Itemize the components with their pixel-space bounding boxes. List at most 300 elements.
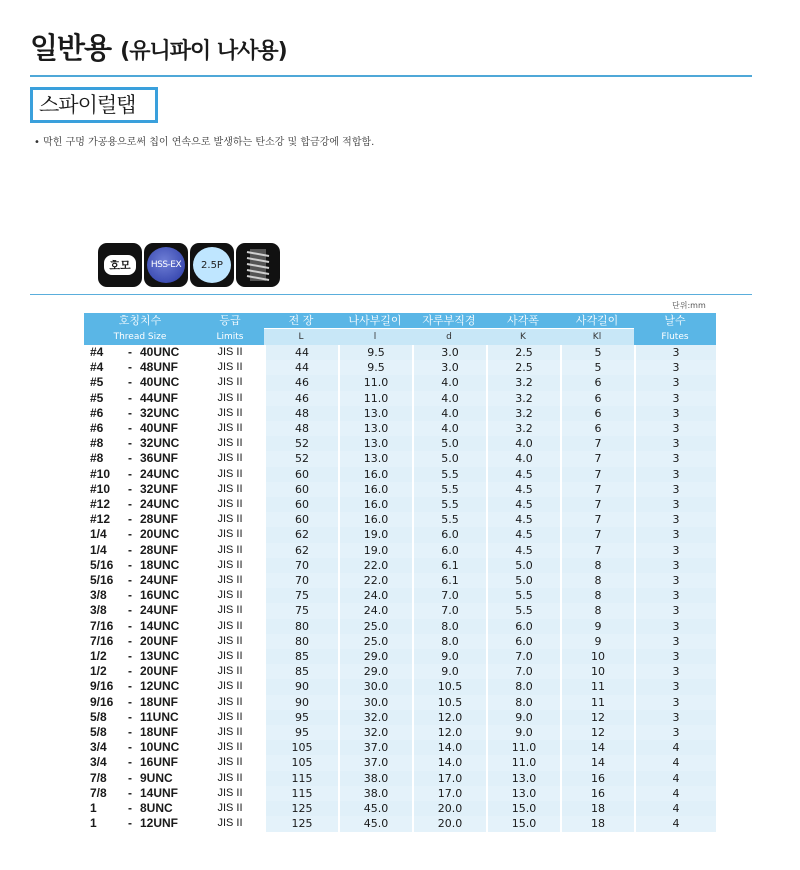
cell-square-length-Kl: 7 xyxy=(560,451,634,466)
cell-flutes: 3 xyxy=(634,695,716,710)
cell-length-L: 52 xyxy=(264,451,338,466)
table-row xyxy=(84,482,716,497)
cell-length-L: 115 xyxy=(264,771,338,786)
cell-flutes: 4 xyxy=(634,771,716,786)
cell-flutes: 4 xyxy=(634,740,716,755)
cell-thread-length-l: 22.0 xyxy=(338,573,412,588)
cell-limits: JIS II xyxy=(217,482,243,495)
cell-shank-dia-d: 3.0 xyxy=(412,360,486,375)
table-row xyxy=(84,588,716,603)
thread-series: 40UNF xyxy=(140,421,179,436)
cell-limits: JIS II xyxy=(217,543,243,556)
thread-series: 40UNC xyxy=(140,345,180,359)
thread-dash: - xyxy=(128,816,132,831)
cell-square-length-Kl: 6 xyxy=(560,375,634,390)
cell-shank-dia-d: 14.0 xyxy=(412,740,486,755)
header-label-kor: 사각길이 xyxy=(560,313,634,329)
cell-flutes: 3 xyxy=(634,649,716,664)
thread-series: 20UNC xyxy=(140,527,180,542)
cell-square-width-K: 3.2 xyxy=(486,375,560,390)
cell-shank-dia-d: 4.0 xyxy=(412,421,486,436)
cell-shank-dia-d: 3.0 xyxy=(412,345,486,360)
cell-shank-dia-d: 14.0 xyxy=(412,755,486,770)
thread-nominal: #8 xyxy=(90,436,104,451)
cell-square-width-K: 3.2 xyxy=(486,421,560,436)
cell-length-L: 90 xyxy=(264,679,338,694)
cell-thread-size xyxy=(84,619,196,634)
thread-dash: - xyxy=(128,436,132,451)
cell-square-width-K: 5.0 xyxy=(486,558,560,573)
cell-thread-size xyxy=(84,755,196,770)
cell-thread-length-l: 16.0 xyxy=(338,512,412,527)
cell-flutes: 3 xyxy=(634,543,716,558)
cell-square-width-K: 8.0 xyxy=(486,695,560,710)
cell-length-L: 62 xyxy=(264,527,338,542)
cell-length-L: 95 xyxy=(264,710,338,725)
thread-nominal: #5 xyxy=(90,390,104,405)
cell-thread-length-l: 13.0 xyxy=(338,436,412,451)
thread-nominal: 3/4 xyxy=(90,755,107,770)
cell-square-width-K: 4.0 xyxy=(486,436,560,451)
cell-thread-length-l: 25.0 xyxy=(338,619,412,634)
cell-length-L: 105 xyxy=(264,755,338,770)
cell-square-length-Kl: 12 xyxy=(560,710,634,725)
thread-nominal: 7/8 xyxy=(90,785,107,800)
thread-series: 36UNF xyxy=(140,451,179,466)
table-row xyxy=(84,634,716,649)
cell-thread-length-l: 16.0 xyxy=(338,467,412,482)
cell-square-length-Kl: 7 xyxy=(560,482,634,497)
cell-thread-size xyxy=(84,527,196,542)
cell-flutes: 3 xyxy=(634,451,716,466)
cell-length-L: 46 xyxy=(264,375,338,390)
cell-thread-size xyxy=(84,786,196,801)
cell-thread-length-l: 13.0 xyxy=(338,406,412,421)
cell-thread-size xyxy=(84,512,196,527)
header-label-kor: 날수 xyxy=(664,314,686,327)
thread-nominal: #4 xyxy=(90,345,104,359)
thread-profile-icon xyxy=(236,243,280,287)
cell-square-length-Kl: 6 xyxy=(560,406,634,421)
cell-thread-size xyxy=(84,558,196,573)
cell-square-width-K: 9.0 xyxy=(486,710,560,725)
thread-dash: - xyxy=(128,755,132,770)
cell-square-width-K: 11.0 xyxy=(486,755,560,770)
header-label-eng: Limits xyxy=(216,332,244,342)
header-label-kor: 호칭치수 xyxy=(118,314,162,327)
cell-thread-length-l: 30.0 xyxy=(338,679,412,694)
table-row xyxy=(84,467,716,482)
table-row xyxy=(84,755,716,770)
cell-length-L: 60 xyxy=(264,482,338,497)
table-row xyxy=(84,771,716,786)
cell-shank-dia-d: 6.1 xyxy=(412,573,486,588)
cell-limits: JIS II xyxy=(217,452,243,465)
cell-shank-dia-d: 17.0 xyxy=(412,786,486,801)
cell-shank-dia-d: 4.0 xyxy=(412,406,486,421)
thread-series: 24UNF xyxy=(140,603,179,618)
cell-thread-size xyxy=(84,649,196,664)
cell-limits: JIS II xyxy=(217,710,243,723)
cell-shank-dia-d: 6.0 xyxy=(412,527,486,542)
header-label-eng: K xyxy=(486,329,560,345)
thread-nominal: #5 xyxy=(90,375,104,390)
cell-length-L: 48 xyxy=(264,421,338,436)
cell-square-width-K: 5.5 xyxy=(486,588,560,603)
table-row xyxy=(84,375,716,390)
cell-limits: JIS II xyxy=(217,346,243,358)
cell-thread-size xyxy=(84,497,196,512)
thread-nominal: #8 xyxy=(90,451,104,466)
cell-flutes: 3 xyxy=(634,375,716,390)
cell-thread-length-l: 9.5 xyxy=(338,345,412,360)
cell-flutes: 3 xyxy=(634,634,716,649)
thread-nominal: #12 xyxy=(90,497,111,512)
cell-square-length-Kl: 18 xyxy=(560,801,634,816)
thread-dash: - xyxy=(128,649,132,664)
cell-thread-size xyxy=(84,740,196,755)
header-label-eng: L xyxy=(264,329,338,345)
cell-limits: JIS II xyxy=(217,665,243,678)
cell-flutes: 4 xyxy=(634,816,716,831)
thread-nominal: 7/16 xyxy=(90,633,114,648)
cell-thread-size xyxy=(84,421,196,436)
cell-limits: JIS II xyxy=(217,695,243,708)
thread-series: 8UNC xyxy=(140,801,173,816)
cell-square-length-Kl: 16 xyxy=(560,771,634,786)
thread-dash: - xyxy=(128,664,132,679)
thread-series: 48UNF xyxy=(140,360,179,375)
thread-form-badge xyxy=(98,243,142,287)
header-limits xyxy=(196,313,264,345)
cell-limits: JIS II xyxy=(217,726,243,739)
cell-thread-size xyxy=(84,588,196,603)
cell-shank-dia-d: 4.0 xyxy=(412,391,486,406)
table-row xyxy=(84,573,716,588)
thread-nominal: #10 xyxy=(90,466,111,481)
cell-flutes: 3 xyxy=(634,664,716,679)
cell-square-length-Kl: 14 xyxy=(560,740,634,755)
thread-dash: - xyxy=(128,770,132,785)
cell-square-length-Kl: 8 xyxy=(560,588,634,603)
pitch-label: 2.5P xyxy=(193,247,231,283)
title-divider xyxy=(30,75,752,77)
cell-thread-size xyxy=(84,725,196,740)
cell-square-length-Kl: 11 xyxy=(560,695,634,710)
cell-thread-length-l: 30.0 xyxy=(338,695,412,710)
thread-nominal: 1/4 xyxy=(90,542,107,557)
cell-thread-length-l: 37.0 xyxy=(338,755,412,770)
cell-square-length-Kl: 12 xyxy=(560,725,634,740)
table-row xyxy=(84,679,716,694)
thread-nominal: 1/4 xyxy=(90,527,107,542)
thread-series: 40UNC xyxy=(140,375,180,390)
cell-length-L: 60 xyxy=(264,467,338,482)
cell-limits: JIS II xyxy=(217,756,243,769)
thread-dash: - xyxy=(128,725,132,740)
cell-square-length-Kl: 7 xyxy=(560,467,634,482)
thread-dash: - xyxy=(128,375,132,390)
cell-square-width-K: 4.5 xyxy=(486,512,560,527)
thread-nominal: 1/2 xyxy=(90,649,107,664)
thread-series: 13UNC xyxy=(140,649,180,664)
cell-thread-size xyxy=(84,634,196,649)
cell-square-length-Kl: 11 xyxy=(560,679,634,694)
cell-thread-size xyxy=(84,695,196,710)
cell-thread-length-l: 19.0 xyxy=(338,543,412,558)
cell-flutes: 4 xyxy=(634,755,716,770)
cell-limits: JIS II xyxy=(217,771,243,784)
cell-shank-dia-d: 12.0 xyxy=(412,725,486,740)
thread-series: 12UNF xyxy=(140,816,179,831)
cell-flutes: 3 xyxy=(634,573,716,588)
cell-square-length-Kl: 14 xyxy=(560,755,634,770)
cell-length-L: 105 xyxy=(264,740,338,755)
cell-limits: JIS II xyxy=(217,467,243,480)
thread-dash: - xyxy=(128,633,132,648)
cell-thread-size xyxy=(84,573,196,588)
cell-length-L: 44 xyxy=(264,345,338,360)
header-shank-dia-d xyxy=(412,313,486,345)
cell-thread-length-l: 11.0 xyxy=(338,391,412,406)
cell-shank-dia-d: 20.0 xyxy=(412,816,486,831)
thread-nominal: 5/8 xyxy=(90,725,107,740)
thread-dash: - xyxy=(128,557,132,572)
cell-square-length-Kl: 5 xyxy=(560,360,634,375)
cell-thread-size xyxy=(84,451,196,466)
cell-square-length-Kl: 8 xyxy=(560,603,634,618)
cell-square-length-Kl: 7 xyxy=(560,436,634,451)
cell-length-L: 52 xyxy=(264,436,338,451)
cell-thread-length-l: 32.0 xyxy=(338,725,412,740)
cell-square-width-K: 13.0 xyxy=(486,771,560,786)
cell-square-width-K: 8.0 xyxy=(486,679,560,694)
cell-shank-dia-d: 8.0 xyxy=(412,634,486,649)
cell-thread-length-l: 45.0 xyxy=(338,801,412,816)
cell-square-length-Kl: 7 xyxy=(560,527,634,542)
table-row xyxy=(84,436,716,451)
cell-thread-size xyxy=(84,406,196,421)
thread-nominal: 3/8 xyxy=(90,588,107,603)
table-row xyxy=(84,497,716,512)
thread-series: 24UNC xyxy=(140,497,180,512)
table-row xyxy=(84,619,716,634)
thread-dash: - xyxy=(128,405,132,420)
cell-square-width-K: 4.5 xyxy=(486,497,560,512)
thread-nominal: 7/8 xyxy=(90,770,107,785)
cell-flutes: 3 xyxy=(634,421,716,436)
cell-length-L: 75 xyxy=(264,603,338,618)
material-badge xyxy=(144,243,188,287)
cell-shank-dia-d: 17.0 xyxy=(412,771,486,786)
table-row xyxy=(84,603,716,618)
cell-flutes: 3 xyxy=(634,497,716,512)
table-row xyxy=(84,345,716,360)
thread-dash: - xyxy=(128,345,132,359)
thread-dash: - xyxy=(128,512,132,527)
thread-dash: - xyxy=(128,390,132,405)
thread-dash: - xyxy=(128,801,132,816)
cell-square-width-K: 5.0 xyxy=(486,573,560,588)
cell-square-length-Kl: 8 xyxy=(560,558,634,573)
cell-square-width-K: 2.5 xyxy=(486,360,560,375)
cell-thread-size xyxy=(84,664,196,679)
cell-length-L: 70 xyxy=(264,573,338,588)
cell-square-length-Kl: 9 xyxy=(560,634,634,649)
cell-limits: JIS II xyxy=(217,376,243,389)
cell-shank-dia-d: 5.5 xyxy=(412,497,486,512)
thread-dash: - xyxy=(128,694,132,709)
cell-length-L: 90 xyxy=(264,695,338,710)
cell-limits: JIS II xyxy=(217,802,243,815)
thread-nominal: 5/16 xyxy=(90,557,114,572)
thread-dash: - xyxy=(128,360,132,375)
cell-thread-size xyxy=(84,482,196,497)
cell-shank-dia-d: 10.5 xyxy=(412,695,486,710)
unit-label: 단위:mm xyxy=(672,301,706,310)
cell-flutes: 3 xyxy=(634,467,716,482)
cell-flutes: 3 xyxy=(634,512,716,527)
cell-shank-dia-d: 5.0 xyxy=(412,451,486,466)
header-label-kor: 자루부직경 xyxy=(412,313,486,329)
thread-series: 28UNF xyxy=(140,512,179,527)
table-row xyxy=(84,558,716,573)
header-square-width-K xyxy=(486,313,560,345)
cell-length-L: 70 xyxy=(264,558,338,573)
cell-square-length-Kl: 16 xyxy=(560,786,634,801)
cell-flutes: 4 xyxy=(634,801,716,816)
cell-limits: JIS II xyxy=(217,574,243,587)
thread-series: 18UNC xyxy=(140,557,180,572)
header-square-length-Kl xyxy=(560,313,634,345)
table-row xyxy=(84,710,716,725)
thread-dash: - xyxy=(128,740,132,755)
thread-dash: - xyxy=(128,527,132,542)
section-divider xyxy=(30,294,752,295)
cell-shank-dia-d: 6.1 xyxy=(412,558,486,573)
cell-thread-length-l: 38.0 xyxy=(338,786,412,801)
cell-flutes: 3 xyxy=(634,345,716,360)
thread-series: 16UNF xyxy=(140,755,179,770)
cell-length-L: 48 xyxy=(264,406,338,421)
thread-dash: - xyxy=(128,573,132,588)
cell-square-width-K: 4.5 xyxy=(486,467,560,482)
cell-thread-size xyxy=(84,816,196,831)
cell-thread-length-l: 22.0 xyxy=(338,558,412,573)
table-row xyxy=(84,512,716,527)
thread-series: 24UNF xyxy=(140,573,179,588)
cell-square-length-Kl: 5 xyxy=(560,345,634,360)
thread-nominal: #6 xyxy=(90,421,104,436)
product-description: • 막힌 구멍 가공용으로써 칩이 연속으로 발생하는 탄소강 및 합금강에 적합함. xyxy=(34,137,375,148)
cell-limits: JIS II xyxy=(217,680,243,693)
cell-square-width-K: 13.0 xyxy=(486,786,560,801)
cell-square-length-Kl: 7 xyxy=(560,543,634,558)
cell-thread-length-l: 16.0 xyxy=(338,482,412,497)
cell-thread-size xyxy=(84,679,196,694)
thread-series: 32UNF xyxy=(140,481,179,496)
cell-flutes: 3 xyxy=(634,527,716,542)
cell-length-L: 85 xyxy=(264,664,338,679)
thread-series: 32UNC xyxy=(140,405,180,420)
cell-square-length-Kl: 10 xyxy=(560,649,634,664)
cell-square-width-K: 4.0 xyxy=(486,451,560,466)
cell-flutes: 3 xyxy=(634,710,716,725)
cell-limits: JIS II xyxy=(217,650,243,663)
cell-thread-length-l: 24.0 xyxy=(338,588,412,603)
cell-thread-size xyxy=(84,543,196,558)
thread-nominal: 1 xyxy=(90,816,97,831)
cell-limits: JIS II xyxy=(217,437,243,450)
cell-length-L: 125 xyxy=(264,816,338,831)
header-label-kor: 나사부길이 xyxy=(338,313,412,329)
thread-nominal: 1/2 xyxy=(90,664,107,679)
header-label-eng: Thread Size xyxy=(113,332,167,342)
thread-nominal: 3/8 xyxy=(90,603,107,618)
table-row xyxy=(84,725,716,740)
header-label-eng: d xyxy=(412,329,486,345)
header-length-L xyxy=(264,313,338,345)
thread-dash: - xyxy=(128,785,132,800)
thread-form-label: 호모 xyxy=(104,255,135,275)
cell-limits: JIS II xyxy=(217,422,243,435)
cell-length-L: 80 xyxy=(264,634,338,649)
header-label-eng: l xyxy=(338,329,412,345)
cell-thread-size xyxy=(84,375,196,390)
cell-square-length-Kl: 9 xyxy=(560,619,634,634)
thread-nominal: 3/4 xyxy=(90,740,107,755)
table-header-row xyxy=(84,313,716,345)
thread-nominal: 5/8 xyxy=(90,709,107,724)
spec-badges xyxy=(98,243,280,287)
cell-thread-length-l: 32.0 xyxy=(338,710,412,725)
cell-shank-dia-d: 5.0 xyxy=(412,436,486,451)
table-row xyxy=(84,451,716,466)
cell-thread-size xyxy=(84,603,196,618)
cell-limits: JIS II xyxy=(217,817,243,830)
table-row xyxy=(84,786,716,801)
cell-limits: JIS II xyxy=(217,634,243,647)
thread-series: 44UNF xyxy=(140,390,179,405)
cell-shank-dia-d: 4.0 xyxy=(412,375,486,390)
cell-limits: JIS II xyxy=(217,604,243,617)
cell-square-width-K: 15.0 xyxy=(486,801,560,816)
pitch-badge xyxy=(190,243,234,287)
cell-limits: JIS II xyxy=(217,361,243,374)
cell-limits: JIS II xyxy=(217,498,243,511)
cell-square-width-K: 3.2 xyxy=(486,406,560,421)
cell-flutes: 3 xyxy=(634,360,716,375)
header-label-eng: Flutes xyxy=(661,332,689,342)
cell-limits: JIS II xyxy=(217,391,243,404)
thread-nominal: 9/16 xyxy=(90,694,114,709)
thread-series: 16UNC xyxy=(140,588,180,603)
header-label-kor: 사각폭 xyxy=(486,313,560,329)
product-name-box: 스파이럴탭 xyxy=(30,87,158,123)
cell-length-L: 46 xyxy=(264,391,338,406)
thread-nominal: 9/16 xyxy=(90,679,114,694)
table-body xyxy=(84,345,716,832)
cell-thread-length-l: 29.0 xyxy=(338,649,412,664)
cell-square-length-Kl: 18 xyxy=(560,816,634,831)
thread-dash: - xyxy=(128,481,132,496)
cell-flutes: 4 xyxy=(634,786,716,801)
table-row xyxy=(84,816,716,831)
cell-shank-dia-d: 5.5 xyxy=(412,467,486,482)
cell-shank-dia-d: 8.0 xyxy=(412,619,486,634)
spec-table xyxy=(84,313,716,832)
cell-flutes: 3 xyxy=(634,603,716,618)
